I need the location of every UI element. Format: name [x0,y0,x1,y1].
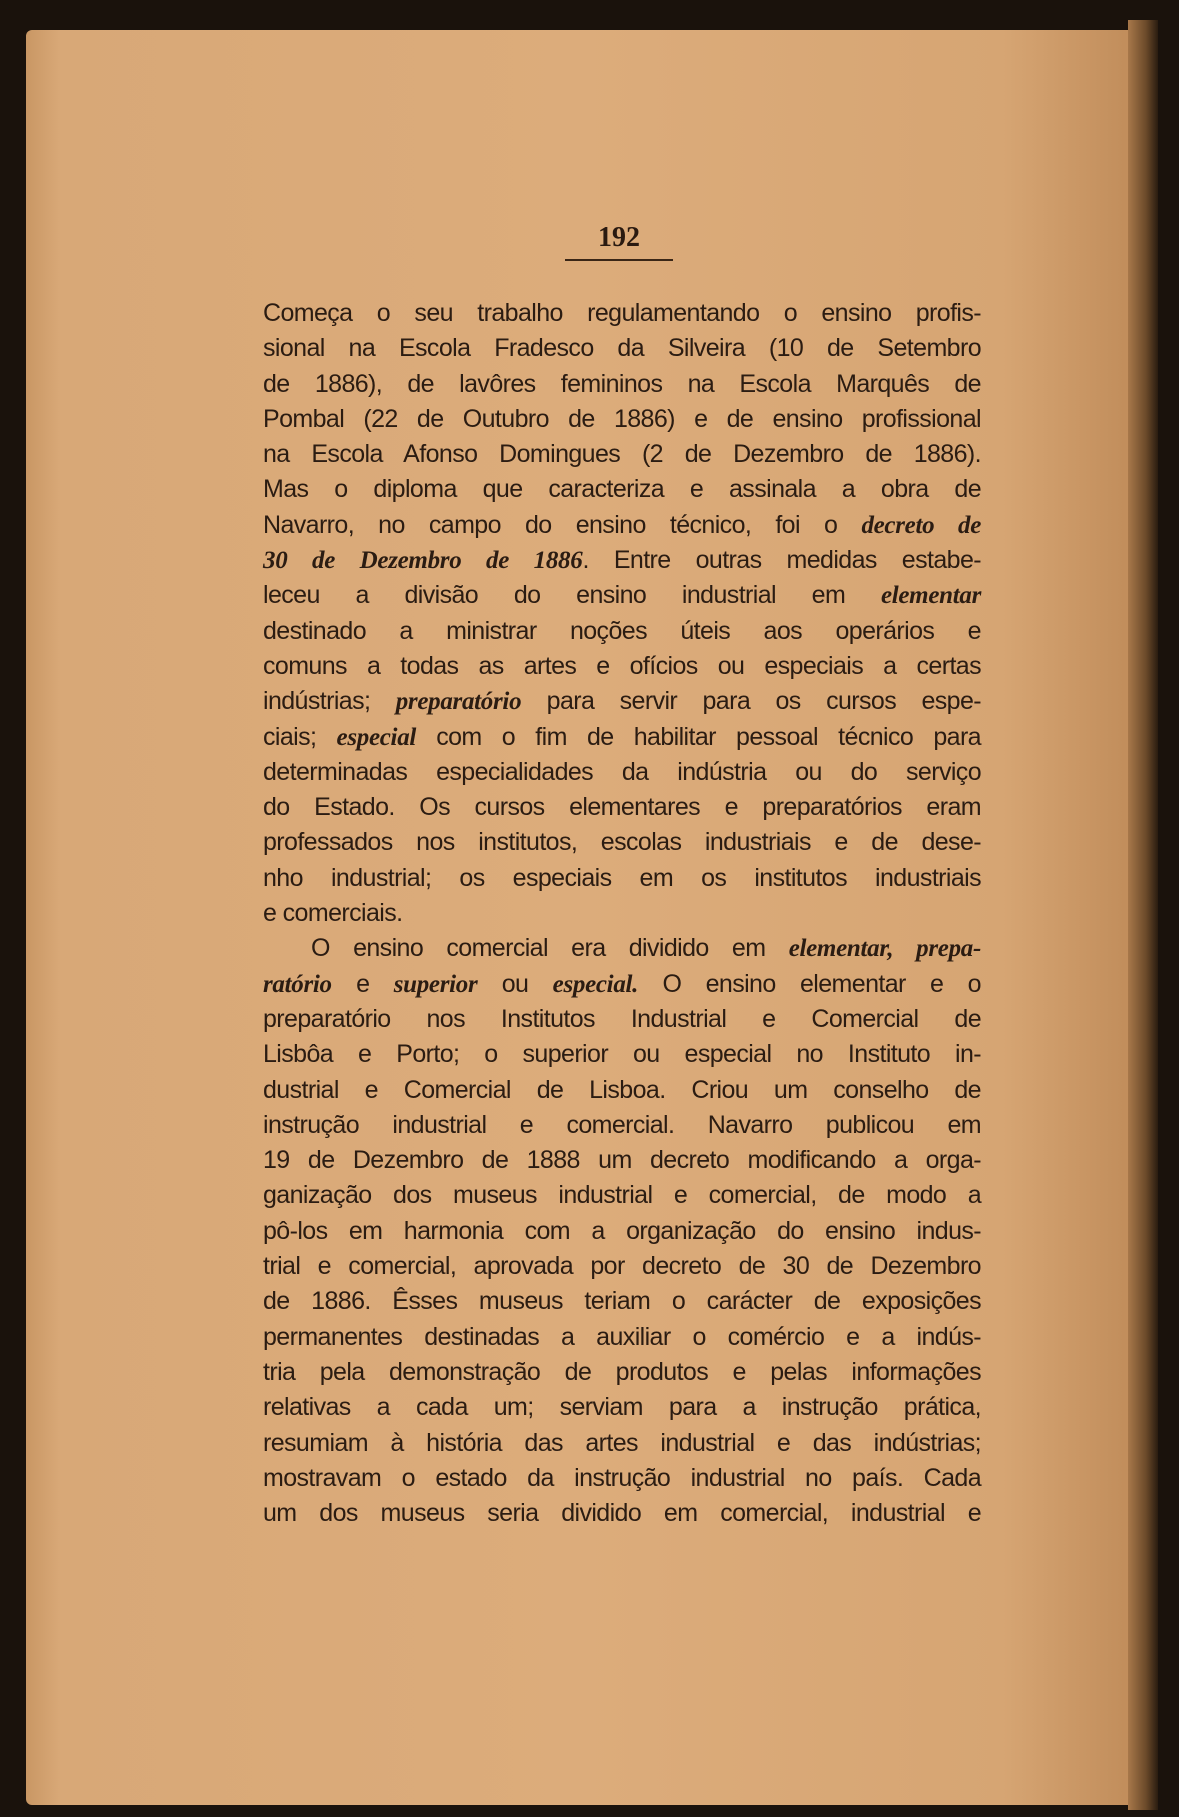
text-segment: ciais; [263,722,337,751]
text-segment: Começa o seu trabalho regulamentando o ensino profis- [263,299,981,327]
italic-text: especial. [552,970,639,998]
text-segment: com o fim de habilitar pessoal técnico para [416,722,981,751]
italic-text: 30 de Dezembro de 1886 [263,547,583,575]
text-line [263,825,981,860]
text-segment: relativas a cada um; serviam para a instrução prática, [263,1393,981,1422]
italic-text: superior [393,970,478,998]
text-segment: mostravam o estado da instrução industrial no país. Cada [263,1463,981,1492]
text-line [263,367,981,402]
text-line [263,931,981,966]
text-segment: para servir para os cursos espe- [521,687,981,716]
text-segment: e [331,969,394,998]
text-line [263,1496,981,1531]
text-line [263,578,981,613]
italic-text: preparatório [395,688,522,716]
text-line [263,1037,981,1072]
text-segment: de 1886), de lavôres femininos na Escola Marquês de [263,369,981,398]
text-line [263,790,981,825]
text-line [263,543,981,578]
text-line [263,1249,981,1284]
text-line [263,1002,981,1037]
italic-text: elementar [880,582,981,610]
text-segment: ou [477,969,553,998]
text-segment: dustrial e Comercial de Lisboa. Criou um conselho de [263,1075,981,1104]
italic-text: ratório [263,970,332,998]
text-segment: 19 de Dezembro de 1888 um decreto modificando a orga- [263,1146,981,1175]
text-segment: pô-los em harmonia com a organização do ensino indus- [263,1216,981,1245]
text-line [263,896,981,931]
text-segment: um dos museus seria dividido em comercial, industrial e [263,1499,981,1528]
text-line [263,472,981,507]
text-line [263,1426,981,1461]
text-line [263,861,981,896]
text-line [263,1214,981,1249]
text-line [263,614,981,649]
text-segment: na Escola Afonso Domingues (2 de Dezembro de 1886). [263,440,981,469]
text-line [263,1178,981,1213]
text-segment: trial e comercial, aprovada por decreto de 30 de Dezembro [263,1252,981,1281]
text-segment: O ensino comercial era dividido em [311,934,789,963]
text-line [263,1284,981,1319]
text-segment: ganização dos museus industrial e comercial, de modo a [263,1181,981,1210]
text-line [263,1355,981,1390]
text-line [263,967,981,1002]
text-segment: tria pela demonstração de produtos e pelas informações [263,1357,981,1386]
text-line [263,437,981,472]
text-line [263,755,981,790]
text-segment: Lisbôa e Porto; o superior ou especial no Instituto in- [263,1040,981,1069]
text-segment: professados nos institutos, escolas industriais e de dese- [263,828,981,857]
text-segment: comuns a todas as artes e ofícios ou especiais a certas [263,651,981,680]
page-number: 192 [598,222,640,253]
text-line [263,402,981,437]
text-segment: Navarro, no campo do ensino técnico, foi o [263,510,862,539]
text-line [263,1073,981,1108]
text-segment: Pombal (22 de Outubro de 1886) e de ensino profissional [263,404,981,433]
text-segment: leceu a divisão do ensino industrial em [263,581,881,610]
italic-text: decreto de [861,511,981,539]
text-line [263,296,981,331]
text-line [263,1320,981,1355]
text-line [263,331,981,366]
text-line [263,508,981,543]
text-line [263,1143,981,1178]
page-edge [1128,20,1158,1810]
italic-text: especial [336,723,417,751]
body-text [263,296,981,1531]
text-line [263,1108,981,1143]
italic-text: elementar, prepa- [788,935,981,963]
text-segment: destinado a ministrar noções úteis aos operários e [263,616,981,645]
text-segment: O ensino elementar e o [638,969,981,998]
text-segment: do Estado. Os cursos elementares e preparatórios eram [263,793,981,822]
text-segment: e comerciais. [263,899,403,928]
text-segment: preparatório nos Institutos Industrial e Comercial de [263,1004,981,1033]
text-line [263,684,981,719]
text-segment: Mas o diploma que caracteriza e assinala a obra de [263,475,981,504]
text-segment: sional na Escola Fradesco da Silveira (10 de Setembro [263,334,981,363]
text-segment: indústrias; [263,687,396,716]
text-line [263,720,981,755]
page-number-rule [565,259,673,261]
text-segment: instrução industrial e comercial. Navarro publicou em [263,1110,981,1139]
text-segment: resumiam à história das artes industrial e das indústrias; [263,1428,981,1457]
text-segment: determinadas especialidades da indústria ou do serviço [263,757,981,786]
text-segment: permanentes destinadas a auxiliar o comércio e a indús- [263,1322,981,1351]
text-line [263,649,981,684]
text-segment: nho industrial; os especiais em os institutos industriais [263,863,981,892]
text-line [263,1390,981,1425]
text-segment: de 1886. Êsses museus teriam o carácter de exposições [263,1287,981,1316]
text-segment: . Entre outras medidas estabe- [582,546,981,575]
text-line [263,1461,981,1496]
